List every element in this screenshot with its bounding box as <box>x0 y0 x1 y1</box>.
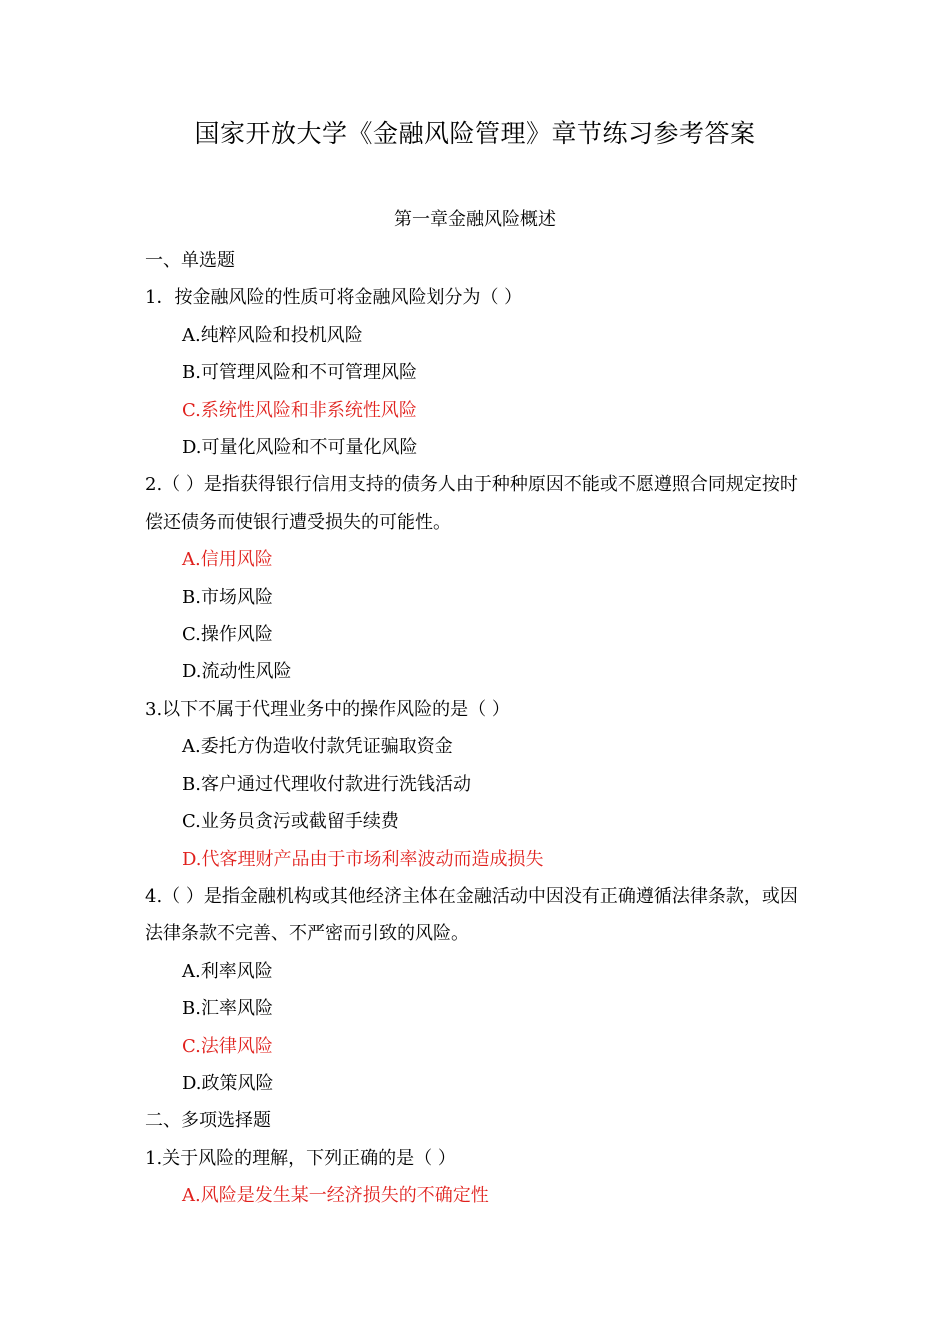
option-a: A.利率风险 <box>182 960 273 982</box>
question-stem: 3.以下不属于代理业务中的操作风险的是（ ） <box>145 698 510 720</box>
option-a-correct-answer: A.风险是发生某一经济损失的不确定性 <box>182 1185 489 1207</box>
option-c: C.业务员贪污或截留手续费 <box>182 811 399 833</box>
option-b: B.客户通过代理收付款进行洗钱活动 <box>182 773 471 795</box>
section-heading-multiple-choice: 二、多项选择题 <box>145 1110 271 1132</box>
option-a: A.委托方伪造收付款凭证骗取资金 <box>182 736 453 758</box>
document-title: 国家开放大学《金融风险管理》章节练习参考答案 <box>194 119 756 148</box>
section-heading-single-choice: 一、单选题 <box>145 250 235 271</box>
option-b: B.汇率风险 <box>182 998 273 1020</box>
option-c-correct-answer: C.系统性风险和非系统性风险 <box>182 399 417 421</box>
option-a: A.纯粹风险和投机风险 <box>182 324 363 346</box>
option-a-correct-answer: A.信用风险 <box>182 549 273 571</box>
option-c: C.操作风险 <box>182 624 273 646</box>
question-stem: 2.（ ）是指获得银行信用支持的债务人由于种种原因不能或不愿遵照合同规定按时偿还债务而使银行遭受损失的可能性。 <box>145 474 798 533</box>
option-b: B.市场风险 <box>182 586 273 608</box>
option-d: D.可量化风险和不可量化风险 <box>182 437 418 459</box>
option-d: D.政策风险 <box>182 1072 274 1094</box>
option-d: D.流动性风险 <box>182 661 292 683</box>
document-body <box>145 242 813 1215</box>
question-stem: 1．按金融风险的性质可将金融风险划分为（ ） <box>145 287 523 309</box>
option-b: B.可管理风险和不可管理风险 <box>182 362 417 384</box>
option-c-correct-answer: C.法律风险 <box>182 1035 273 1057</box>
question-stem: 1.关于风险的理解，下列正确的是（ ） <box>145 1147 456 1169</box>
chapter-title: 第一章金融风险概述 <box>394 209 556 230</box>
question-stem: 4.（ ）是指金融机构或其他经济主体在金融活动中因没有正确遵循法律条款，或因法律条款不完善、不严密而引致的风险。 <box>145 885 798 945</box>
option-d-correct-answer: D.代客理财产品由于市场利率波动而造成损失 <box>182 848 544 870</box>
